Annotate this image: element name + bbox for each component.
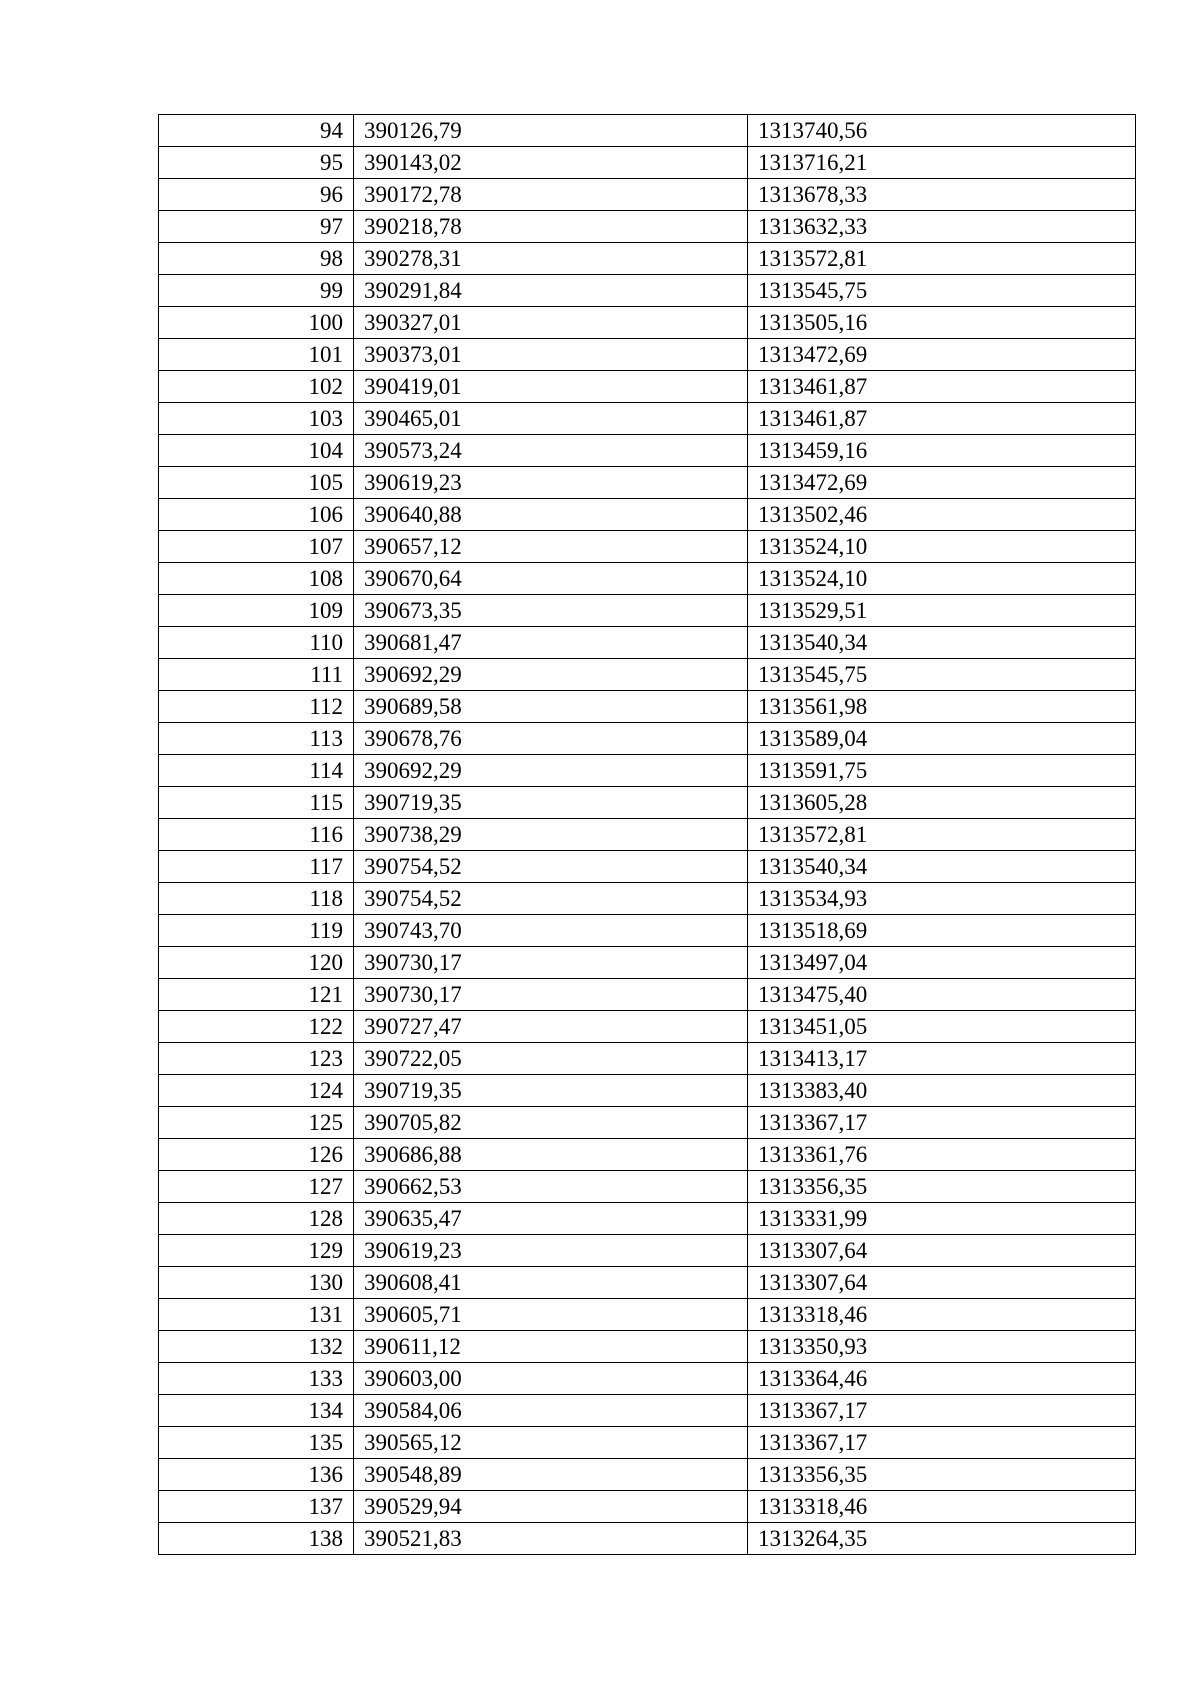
point-number-cell: 100 bbox=[159, 307, 354, 339]
point-number-cell: 109 bbox=[159, 595, 354, 627]
x-coordinate-cell: 390619,23 bbox=[354, 467, 748, 499]
table-row bbox=[159, 179, 1136, 211]
x-coordinate-cell: 390548,89 bbox=[354, 1459, 748, 1491]
table-row bbox=[159, 1107, 1136, 1139]
x-coordinate-cell: 390743,70 bbox=[354, 915, 748, 947]
table-row bbox=[159, 691, 1136, 723]
point-number-cell: 135 bbox=[159, 1427, 354, 1459]
y-coordinate-cell: 1313364,46 bbox=[748, 1363, 1136, 1395]
x-coordinate-cell: 390603,00 bbox=[354, 1363, 748, 1395]
y-coordinate-cell: 1313461,87 bbox=[748, 403, 1136, 435]
table-row bbox=[159, 915, 1136, 947]
y-coordinate-cell: 1313534,93 bbox=[748, 883, 1136, 915]
y-coordinate-cell: 1313589,04 bbox=[748, 723, 1136, 755]
y-coordinate-cell: 1313540,34 bbox=[748, 627, 1136, 659]
table-row bbox=[159, 1235, 1136, 1267]
y-coordinate-cell: 1313318,46 bbox=[748, 1491, 1136, 1523]
point-number-cell: 117 bbox=[159, 851, 354, 883]
point-number-cell: 129 bbox=[159, 1235, 354, 1267]
point-number-cell: 112 bbox=[159, 691, 354, 723]
point-number-cell: 125 bbox=[159, 1107, 354, 1139]
y-coordinate-cell: 1313716,21 bbox=[748, 147, 1136, 179]
point-number-cell: 133 bbox=[159, 1363, 354, 1395]
table-row bbox=[159, 1427, 1136, 1459]
x-coordinate-cell: 390705,82 bbox=[354, 1107, 748, 1139]
y-coordinate-cell: 1313264,35 bbox=[748, 1523, 1136, 1555]
x-coordinate-cell: 390611,12 bbox=[354, 1331, 748, 1363]
x-coordinate-cell: 390605,71 bbox=[354, 1299, 748, 1331]
x-coordinate-cell: 390619,23 bbox=[354, 1235, 748, 1267]
x-coordinate-cell: 390172,78 bbox=[354, 179, 748, 211]
x-coordinate-cell: 390730,17 bbox=[354, 947, 748, 979]
x-coordinate-cell: 390719,35 bbox=[354, 1075, 748, 1107]
x-coordinate-cell: 390681,47 bbox=[354, 627, 748, 659]
y-coordinate-cell: 1313307,64 bbox=[748, 1235, 1136, 1267]
x-coordinate-cell: 390692,29 bbox=[354, 755, 748, 787]
y-coordinate-cell: 1313451,05 bbox=[748, 1011, 1136, 1043]
x-coordinate-cell: 390754,52 bbox=[354, 851, 748, 883]
y-coordinate-cell: 1313572,81 bbox=[748, 819, 1136, 851]
x-coordinate-cell: 390657,12 bbox=[354, 531, 748, 563]
x-coordinate-cell: 390565,12 bbox=[354, 1427, 748, 1459]
x-coordinate-cell: 390678,76 bbox=[354, 723, 748, 755]
table-row bbox=[159, 467, 1136, 499]
point-number-cell: 102 bbox=[159, 371, 354, 403]
y-coordinate-cell: 1313461,87 bbox=[748, 371, 1136, 403]
point-number-cell: 120 bbox=[159, 947, 354, 979]
point-number-cell: 134 bbox=[159, 1395, 354, 1427]
point-number-cell: 110 bbox=[159, 627, 354, 659]
x-coordinate-cell: 390722,05 bbox=[354, 1043, 748, 1075]
table-row bbox=[159, 979, 1136, 1011]
table-row bbox=[159, 1491, 1136, 1523]
point-number-cell: 98 bbox=[159, 243, 354, 275]
y-coordinate-cell: 1313572,81 bbox=[748, 243, 1136, 275]
x-coordinate-cell: 390521,83 bbox=[354, 1523, 748, 1555]
x-coordinate-cell: 390719,35 bbox=[354, 787, 748, 819]
table-row bbox=[159, 211, 1136, 243]
x-coordinate-cell: 390640,88 bbox=[354, 499, 748, 531]
table-row bbox=[159, 819, 1136, 851]
y-coordinate-cell: 1313545,75 bbox=[748, 275, 1136, 307]
point-number-cell: 105 bbox=[159, 467, 354, 499]
y-coordinate-cell: 1313356,35 bbox=[748, 1459, 1136, 1491]
point-number-cell: 136 bbox=[159, 1459, 354, 1491]
table-row bbox=[159, 1011, 1136, 1043]
x-coordinate-cell: 390419,01 bbox=[354, 371, 748, 403]
table-row bbox=[159, 1299, 1136, 1331]
table-row bbox=[159, 787, 1136, 819]
x-coordinate-cell: 390635,47 bbox=[354, 1203, 748, 1235]
point-number-cell: 115 bbox=[159, 787, 354, 819]
table-row bbox=[159, 243, 1136, 275]
x-coordinate-cell: 390529,94 bbox=[354, 1491, 748, 1523]
point-number-cell: 127 bbox=[159, 1171, 354, 1203]
y-coordinate-cell: 1313413,17 bbox=[748, 1043, 1136, 1075]
table-row bbox=[159, 723, 1136, 755]
y-coordinate-cell: 1313367,17 bbox=[748, 1107, 1136, 1139]
point-number-cell: 104 bbox=[159, 435, 354, 467]
table-row bbox=[159, 1523, 1136, 1555]
point-number-cell: 99 bbox=[159, 275, 354, 307]
point-number-cell: 132 bbox=[159, 1331, 354, 1363]
y-coordinate-cell: 1313361,76 bbox=[748, 1139, 1136, 1171]
table-row bbox=[159, 1331, 1136, 1363]
point-number-cell: 95 bbox=[159, 147, 354, 179]
point-number-cell: 108 bbox=[159, 563, 354, 595]
x-coordinate-cell: 390670,64 bbox=[354, 563, 748, 595]
point-number-cell: 106 bbox=[159, 499, 354, 531]
point-number-cell: 96 bbox=[159, 179, 354, 211]
y-coordinate-cell: 1313459,16 bbox=[748, 435, 1136, 467]
x-coordinate-cell: 390662,53 bbox=[354, 1171, 748, 1203]
y-coordinate-cell: 1313524,10 bbox=[748, 531, 1136, 563]
point-number-cell: 124 bbox=[159, 1075, 354, 1107]
table-row bbox=[159, 1459, 1136, 1491]
table-row bbox=[159, 499, 1136, 531]
x-coordinate-cell: 390686,88 bbox=[354, 1139, 748, 1171]
x-coordinate-cell: 390689,58 bbox=[354, 691, 748, 723]
x-coordinate-cell: 390465,01 bbox=[354, 403, 748, 435]
table-row bbox=[159, 1043, 1136, 1075]
x-coordinate-cell: 390692,29 bbox=[354, 659, 748, 691]
table-row bbox=[159, 147, 1136, 179]
table-row bbox=[159, 627, 1136, 659]
table-row bbox=[159, 339, 1136, 371]
y-coordinate-cell: 1313318,46 bbox=[748, 1299, 1136, 1331]
table-row bbox=[159, 563, 1136, 595]
table-row bbox=[159, 883, 1136, 915]
y-coordinate-cell: 1313591,75 bbox=[748, 755, 1136, 787]
y-coordinate-cell: 1313502,46 bbox=[748, 499, 1136, 531]
table-row bbox=[159, 1203, 1136, 1235]
table-row bbox=[159, 659, 1136, 691]
point-number-cell: 130 bbox=[159, 1267, 354, 1299]
y-coordinate-cell: 1313505,16 bbox=[748, 307, 1136, 339]
y-coordinate-cell: 1313356,35 bbox=[748, 1171, 1136, 1203]
coordinates-table bbox=[158, 114, 1136, 1555]
y-coordinate-cell: 1313518,69 bbox=[748, 915, 1136, 947]
table-row bbox=[159, 1171, 1136, 1203]
x-coordinate-cell: 390673,35 bbox=[354, 595, 748, 627]
y-coordinate-cell: 1313307,64 bbox=[748, 1267, 1136, 1299]
y-coordinate-cell: 1313331,99 bbox=[748, 1203, 1136, 1235]
point-number-cell: 113 bbox=[159, 723, 354, 755]
point-number-cell: 103 bbox=[159, 403, 354, 435]
x-coordinate-cell: 390573,24 bbox=[354, 435, 748, 467]
y-coordinate-cell: 1313540,34 bbox=[748, 851, 1136, 883]
x-coordinate-cell: 390754,52 bbox=[354, 883, 748, 915]
y-coordinate-cell: 1313472,69 bbox=[748, 339, 1136, 371]
y-coordinate-cell: 1313561,98 bbox=[748, 691, 1136, 723]
x-coordinate-cell: 390730,17 bbox=[354, 979, 748, 1011]
y-coordinate-cell: 1313383,40 bbox=[748, 1075, 1136, 1107]
x-coordinate-cell: 390608,41 bbox=[354, 1267, 748, 1299]
x-coordinate-cell: 390584,06 bbox=[354, 1395, 748, 1427]
table-row bbox=[159, 531, 1136, 563]
x-coordinate-cell: 390727,47 bbox=[354, 1011, 748, 1043]
table-row bbox=[159, 1139, 1136, 1171]
table-row bbox=[159, 435, 1136, 467]
point-number-cell: 118 bbox=[159, 883, 354, 915]
y-coordinate-cell: 1313740,56 bbox=[748, 115, 1136, 147]
point-number-cell: 137 bbox=[159, 1491, 354, 1523]
y-coordinate-cell: 1313350,93 bbox=[748, 1331, 1136, 1363]
y-coordinate-cell: 1313529,51 bbox=[748, 595, 1136, 627]
point-number-cell: 101 bbox=[159, 339, 354, 371]
table-row bbox=[159, 851, 1136, 883]
table-row bbox=[159, 947, 1136, 979]
point-number-cell: 121 bbox=[159, 979, 354, 1011]
y-coordinate-cell: 1313632,33 bbox=[748, 211, 1136, 243]
point-number-cell: 128 bbox=[159, 1203, 354, 1235]
y-coordinate-cell: 1313605,28 bbox=[748, 787, 1136, 819]
x-coordinate-cell: 390291,84 bbox=[354, 275, 748, 307]
x-coordinate-cell: 390327,01 bbox=[354, 307, 748, 339]
y-coordinate-cell: 1313524,10 bbox=[748, 563, 1136, 595]
table-row bbox=[159, 755, 1136, 787]
y-coordinate-cell: 1313472,69 bbox=[748, 467, 1136, 499]
point-number-cell: 138 bbox=[159, 1523, 354, 1555]
table-row bbox=[159, 115, 1136, 147]
point-number-cell: 131 bbox=[159, 1299, 354, 1331]
point-number-cell: 123 bbox=[159, 1043, 354, 1075]
point-number-cell: 94 bbox=[159, 115, 354, 147]
table-row bbox=[159, 1267, 1136, 1299]
x-coordinate-cell: 390143,02 bbox=[354, 147, 748, 179]
y-coordinate-cell: 1313475,40 bbox=[748, 979, 1136, 1011]
coordinates-table-body bbox=[159, 115, 1136, 1555]
y-coordinate-cell: 1313678,33 bbox=[748, 179, 1136, 211]
x-coordinate-cell: 390218,78 bbox=[354, 211, 748, 243]
x-coordinate-cell: 390373,01 bbox=[354, 339, 748, 371]
x-coordinate-cell: 390738,29 bbox=[354, 819, 748, 851]
table-row bbox=[159, 1395, 1136, 1427]
table-row bbox=[159, 307, 1136, 339]
point-number-cell: 111 bbox=[159, 659, 354, 691]
table-row bbox=[159, 371, 1136, 403]
point-number-cell: 126 bbox=[159, 1139, 354, 1171]
point-number-cell: 116 bbox=[159, 819, 354, 851]
x-coordinate-cell: 390278,31 bbox=[354, 243, 748, 275]
point-number-cell: 107 bbox=[159, 531, 354, 563]
point-number-cell: 119 bbox=[159, 915, 354, 947]
y-coordinate-cell: 1313367,17 bbox=[748, 1427, 1136, 1459]
y-coordinate-cell: 1313497,04 bbox=[748, 947, 1136, 979]
table-row bbox=[159, 403, 1136, 435]
table-row bbox=[159, 1363, 1136, 1395]
table-row bbox=[159, 1075, 1136, 1107]
y-coordinate-cell: 1313545,75 bbox=[748, 659, 1136, 691]
x-coordinate-cell: 390126,79 bbox=[354, 115, 748, 147]
point-number-cell: 97 bbox=[159, 211, 354, 243]
point-number-cell: 122 bbox=[159, 1011, 354, 1043]
table-row bbox=[159, 595, 1136, 627]
y-coordinate-cell: 1313367,17 bbox=[748, 1395, 1136, 1427]
table-row bbox=[159, 275, 1136, 307]
point-number-cell: 114 bbox=[159, 755, 354, 787]
